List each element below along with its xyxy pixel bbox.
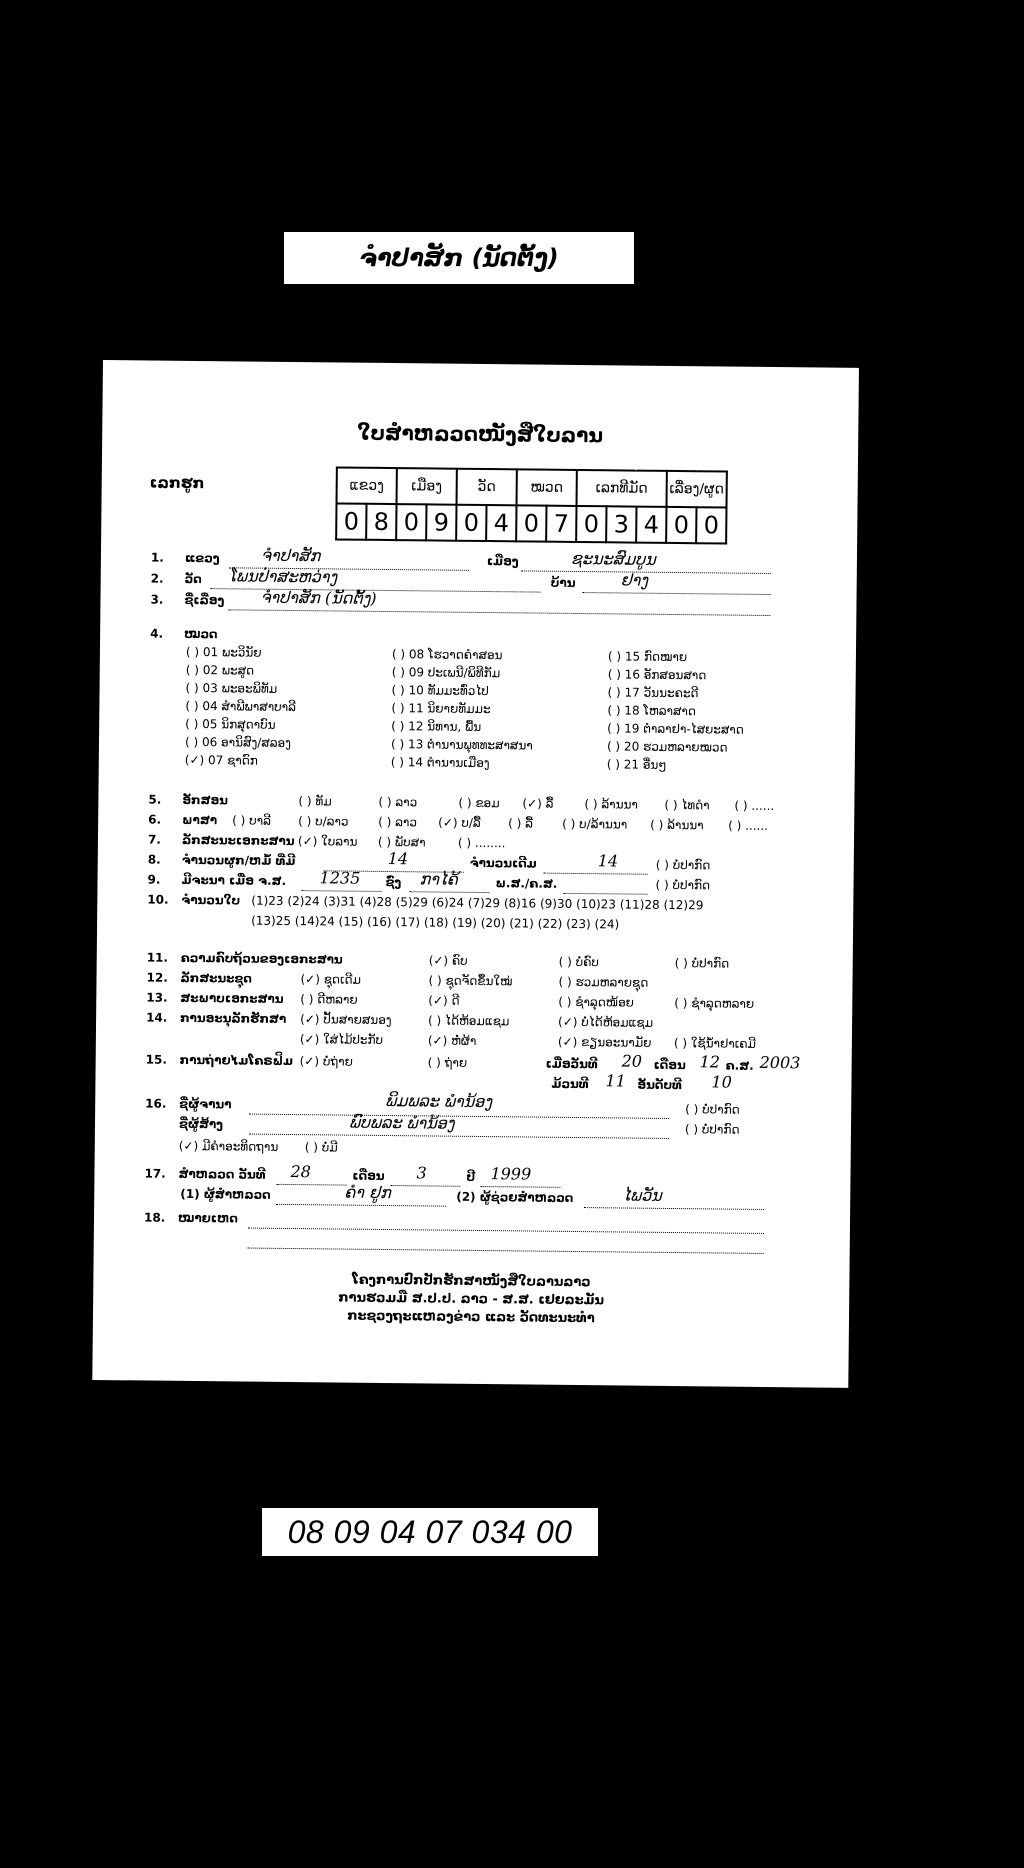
- category-option[interactable]: ( ) 15 ກົດໝາຍ: [607, 649, 688, 665]
- zodiac-value: ກາໄຄ້: [419, 869, 458, 889]
- footer-line: ກະຊວງຖະແຫລງຂ່າວ ແລະ ວັດທະນະທຳ: [347, 1308, 595, 1327]
- not-visible-option[interactable]: ( ) ບໍ່ປາກົດ: [684, 1122, 740, 1137]
- filmed-date-label: ເມື່ອວັນທີ: [545, 1056, 598, 1072]
- code-digit: 7: [546, 506, 576, 542]
- survey-day: 28: [290, 1162, 311, 1182]
- assistant-value: ໄພວັນ: [622, 1185, 662, 1205]
- category-option[interactable]: ( ) 14 ຕຳນານເມືອງ: [390, 755, 490, 771]
- leaves-counts-row1: (1)23 (2)24 (3)31 (4)28 (5)29 (6)24 (7)29 (8)16 (9)30 (10)23 (11)28 (12)29: [251, 893, 704, 913]
- village-label: ບ້ານ: [550, 575, 576, 590]
- category-option[interactable]: ( ) 08 ໂຮວາດຄຳສອນ: [391, 647, 503, 663]
- footer-line: ການຮວມມື ສ.ປ.ປ. ລາວ - ສ.ສ. ເຢຍລະມັນ: [338, 1290, 605, 1309]
- condition-option[interactable]: (✓) ດີ: [428, 993, 460, 1008]
- leaves-counts-row2: (13)25 (14)24 (15) (16) (17) (18) (19) (20) (21) (22) (23) (24): [251, 913, 620, 932]
- assistant-label: (2) ຜູ້ຊ່ວຍສຳຫລວດ: [456, 1189, 574, 1205]
- field-number: 2.: [150, 571, 164, 586]
- script-option[interactable]: ( ) ......: [734, 798, 775, 814]
- language-option[interactable]: ( ) ລາວ: [378, 814, 418, 830]
- field-number: 12.: [146, 970, 168, 985]
- condition-option[interactable]: ( ) ຊຳລຸດໜ້ອຍ: [558, 994, 635, 1010]
- field-number: 10.: [147, 892, 169, 907]
- order-value: 10: [711, 1072, 732, 1092]
- conservation-option[interactable]: (✓) ບໍ່ໄດ້ຫ້ອມແຊມ: [558, 1014, 654, 1030]
- condition-label: ສະພາບເອກະສານ: [180, 990, 284, 1006]
- code-header: ແຂວງ: [337, 467, 397, 504]
- category-option[interactable]: ( ) 13 ຕຳນານພຸທທະສາສນາ: [390, 737, 533, 753]
- survey-month: 3: [416, 1163, 427, 1183]
- code-digit: 8: [366, 504, 396, 540]
- code-label: ເລກຮູກ: [149, 473, 205, 493]
- count-label: ຈຳນວນຜູກ/ຫມໍ້ ທີ່ມີ: [181, 852, 296, 869]
- language-option[interactable]: ( ) ບ/ລາວ: [298, 814, 349, 829]
- scribe-value: ພິມພລະ ພໍານ້ອງ: [385, 1090, 493, 1112]
- not-visible-option[interactable]: ( ) ບໍ່ປາກົດ: [655, 877, 711, 893]
- microfilm-option[interactable]: ( ) ຖ່າຍ: [427, 1055, 468, 1070]
- category-option[interactable]: ( ) 06 ອານິສົງ/ສລອງ: [184, 734, 292, 750]
- original-count-value: 14: [597, 851, 619, 871]
- category-option[interactable]: ( ) 12 ນິທານ, ພື້ນ: [391, 719, 482, 734]
- language-option[interactable]: ( ) ບ/ລ້ານນາ: [562, 816, 628, 832]
- field-number: 13.: [146, 990, 168, 1005]
- roll-value: 11: [605, 1071, 626, 1091]
- village-value: ຢາງ: [620, 570, 649, 590]
- category-option[interactable]: ( ) 10 ທັມມະທົ່ວໄປ: [391, 683, 489, 699]
- filmed-year: 2003: [759, 1052, 801, 1073]
- conservation-option[interactable]: (✓) ປັ້ນສາຍສນອງ: [300, 1012, 392, 1028]
- code-digit: 4: [486, 505, 516, 541]
- field-number: 1.: [150, 550, 164, 565]
- survey-date-label: ສຳຫລວດ ວັນທີ: [178, 1166, 266, 1182]
- code-header: ເລື່ອງ/ຜູດ: [666, 471, 726, 508]
- category-option[interactable]: ( ) 19 ຕຳລາຢາ-ໄສຍະສາດ: [607, 721, 744, 737]
- field-number: 17.: [144, 1166, 166, 1181]
- code-digit: 4: [636, 507, 666, 543]
- conservation-option[interactable]: ( ) ໄດ້ຫ້ອມແຊມ: [428, 1013, 510, 1029]
- surveyor-label: (1) ຜູ້ສຳຫລວດ: [180, 1186, 271, 1202]
- category-option[interactable]: ( ) 20 ຮວມຫລາຍໝວດ: [606, 739, 728, 755]
- category-option[interactable]: ( ) 11 ນິຍາຍທັມມະ: [391, 701, 491, 717]
- field-number: 8.: [147, 852, 161, 867]
- completeness-option[interactable]: ( ) ບໍ່ຄົບ: [558, 954, 600, 970]
- set-type-option[interactable]: ( ) ຊຸດຈັດຂຶ້ນໃໝ່: [428, 973, 513, 989]
- language-option[interactable]: ( ) ບາລີ: [232, 813, 272, 828]
- doc-type-option[interactable]: ( ) ພັບສາ: [377, 834, 426, 850]
- district-label: ເມືອງ: [486, 554, 519, 569]
- code-digit: 0: [576, 506, 606, 542]
- field-number: 4.: [150, 626, 164, 641]
- survey-form: [92, 360, 859, 1388]
- field-number: 5.: [148, 792, 162, 807]
- doc-type-option[interactable]: (✓) ໃບລານ: [297, 834, 358, 849]
- condition-option[interactable]: ( ) ຊຳລຸດຫລາຍ: [674, 996, 755, 1011]
- script-option[interactable]: ( ) ຂອມ: [458, 795, 500, 811]
- code-digit: 0: [696, 507, 726, 543]
- year-label: ປີ: [466, 1169, 476, 1184]
- field-number: 16.: [145, 1096, 167, 1111]
- province-label: ແຂວງ: [184, 550, 220, 566]
- field-number: 14.: [146, 1010, 168, 1025]
- category-option[interactable]: ( ) 21 ອື່ນໆ: [606, 757, 667, 772]
- language-option[interactable]: ( ) ລ້ານນາ: [650, 817, 704, 833]
- script-option[interactable]: ( ) ລາວ: [378, 794, 418, 810]
- language-option[interactable]: ( ) ລື້: [508, 816, 534, 831]
- condition-option[interactable]: ( ) ດີຫລາຍ: [300, 992, 358, 1007]
- category-option[interactable]: ( ) 01 ພະວິນັຍ: [185, 644, 262, 660]
- count-value: 14: [387, 849, 409, 869]
- category-option[interactable]: ( ) 05 ນິກສຸດາບົນ: [185, 716, 276, 732]
- code-table: [335, 466, 728, 544]
- microfilm-label: ການຖ່າຍໄມໂຄຣຟິມ: [179, 1052, 294, 1069]
- code-digit: 9: [426, 504, 456, 540]
- code-digit: 3: [606, 506, 636, 542]
- order-label: ອັນດັບທີ: [637, 1077, 682, 1093]
- conservation-option[interactable]: ( ) ໃຊ້ນ້ຳຢາເຄມີ: [673, 1036, 756, 1051]
- survey-year: 1999: [490, 1164, 532, 1184]
- field-number: 15.: [145, 1052, 168, 1067]
- conservation-option[interactable]: (✓) ໃສ່ໄມ້ປະກັບ: [299, 1032, 384, 1047]
- script-option[interactable]: ( ) ລ້ານນາ: [584, 797, 638, 812]
- month-label: ເດືອນ: [352, 1168, 385, 1183]
- roll-label: ມ້ວນທີ: [551, 1076, 589, 1092]
- blessing-option[interactable]: (✓) ມີຄຳອະທິດຖານ: [178, 1138, 279, 1154]
- code-digit: 0: [456, 505, 486, 541]
- category-option[interactable]: ( ) 02 ພະສູດ: [185, 662, 255, 678]
- province-value: ຈໍາປາສັກ: [260, 545, 321, 566]
- completeness-label: ຄວາມຄົບຖ້ວນຂອງເອກະສານ: [180, 950, 343, 967]
- set-type-option[interactable]: (✓) ຊຸດເດີມ: [300, 972, 362, 987]
- code-header: ເລກທີມັດ: [576, 470, 666, 507]
- temple-value: ໂພນປ່າສະຫວ່າງ: [228, 566, 338, 587]
- district-value: ຊະນະສົມບູນ: [570, 548, 656, 569]
- original-count-label: ຈຳນວນເດີມ: [469, 855, 537, 871]
- doc-type-option[interactable]: ( ) ........: [457, 835, 506, 851]
- top-label: ຈຳປາສັກ (ນັດຕັ້ງ): [284, 232, 634, 284]
- surveyor-value: ຄໍາ ຢູກ: [344, 1182, 391, 1203]
- filmed-month: 12: [699, 1052, 721, 1072]
- category-option[interactable]: (✓) 07 ຊາດົກ: [184, 752, 258, 768]
- code-header: ເມືອງ: [397, 468, 457, 505]
- scribe-label: ຊື່ຜູ້ຈານາ: [179, 1096, 232, 1112]
- category-option[interactable]: ( ) 04 ສຳພີພາສາບາລີ: [185, 698, 297, 715]
- code-header: ວັດ: [457, 469, 517, 506]
- field-number: 11.: [146, 950, 169, 965]
- code-digit: 0: [336, 503, 366, 539]
- blessing-option[interactable]: ( ) ບໍ່ມີ: [304, 1140, 338, 1155]
- category-option[interactable]: ( ) 09 ປະເພນີ/ພິທີກັມ: [391, 665, 501, 681]
- sponsor-label: ຊື່ຜູ້ສ້າງ: [178, 1116, 224, 1132]
- month-label: ເດືອນ: [653, 1057, 686, 1073]
- cs-year-value: 1235: [319, 868, 361, 888]
- conservation-option[interactable]: (✓) ຫໍ່ຜ້າ: [427, 1033, 477, 1048]
- footer-line: ໂຄງການປົກປັກຮັກສາໜັງສືໃບລານລາວ: [352, 1272, 591, 1291]
- title-label: ຊື່ເລື່ອງ: [184, 592, 225, 608]
- microfilm-option[interactable]: (✓) ບໍ່ຖ່າຍ: [299, 1054, 353, 1069]
- language-label: ພາສາ: [182, 812, 218, 828]
- conservation-label: ການອະນຸລັກຮັກສາ: [180, 1010, 287, 1026]
- written-date-label: ມີຈະນາ ເມື່ອ ຈ.ສ.: [181, 872, 287, 888]
- code-digit: 0: [516, 505, 546, 541]
- completeness-option[interactable]: (✓) ຄົບ: [428, 953, 468, 968]
- be-ad-label: ພ.ສ./ຄ.ສ.: [495, 876, 558, 891]
- script-label: ອັກສອນ: [182, 792, 229, 808]
- remarks-label: ໝາຍເຫດ: [177, 1210, 238, 1226]
- form-title: ໃບສຳຫລວດໜັງສືໃບລານ: [357, 420, 604, 448]
- temple-label: ວັດ: [184, 571, 202, 587]
- field-number: 6.: [148, 812, 162, 827]
- code-digit: 0: [666, 507, 696, 543]
- sponsor-value: ພົບພລະ ພໍານ້ອງ: [348, 1112, 455, 1133]
- not-visible-option[interactable]: ( ) ບໍ່ປາກົດ: [685, 1102, 740, 1117]
- code-digit: 0: [396, 504, 426, 540]
- filmed-day: 20: [621, 1051, 643, 1071]
- script-option[interactable]: (✓) ລື້: [522, 796, 554, 811]
- code-header: ໝວດ: [517, 469, 577, 506]
- year-label: ຄ.ສ.: [725, 1058, 754, 1073]
- category-option[interactable]: ( ) 03 ພະອະພິທັມ: [185, 680, 278, 696]
- script-option[interactable]: ( ) ທັມ: [298, 794, 332, 809]
- language-option[interactable]: ( ) ......: [728, 818, 769, 833]
- zodiac-label: ຊົ່ງ: [385, 874, 402, 890]
- completeness-option[interactable]: ( ) ບໍ່ປາກົດ: [674, 956, 730, 971]
- not-visible-option[interactable]: ( ) ບໍ່ປາກົດ: [655, 857, 711, 873]
- doc-type-label: ລັກສະນະເອກະສານ: [181, 832, 295, 849]
- field-number: 9.: [147, 872, 161, 887]
- category-option[interactable]: ( ) 17 ວັນນະຄະດີ: [607, 685, 699, 701]
- script-option[interactable]: ( ) ໄທດຳ: [664, 797, 710, 813]
- set-type-option[interactable]: ( ) ຮວມຫລາຍຊຸດ: [558, 974, 649, 990]
- title-value: ຈໍາປາສັກ (ນັດຕັ້ງ): [260, 587, 377, 608]
- category-label: ໝວດ: [184, 626, 218, 642]
- category-option[interactable]: ( ) 18 ໂຫລາສາດ: [607, 703, 697, 719]
- leaves-label: ຈຳນວນໃບ: [181, 892, 241, 908]
- field-number: 18.: [143, 1210, 166, 1225]
- field-number: 7.: [147, 832, 161, 847]
- category-option[interactable]: ( ) 16 ອັກສອນສາດ: [607, 667, 707, 683]
- field-number: 3.: [150, 592, 164, 607]
- language-option[interactable]: (✓) ບ/ລື້: [438, 815, 481, 830]
- conservation-option[interactable]: (✓) ຂຽນອະນາມັຍ: [557, 1034, 652, 1050]
- bottom-code-label: 08 09 04 07 034 00: [262, 1508, 598, 1556]
- set-type-label: ລັກສະນະຊຸດ: [180, 970, 252, 986]
